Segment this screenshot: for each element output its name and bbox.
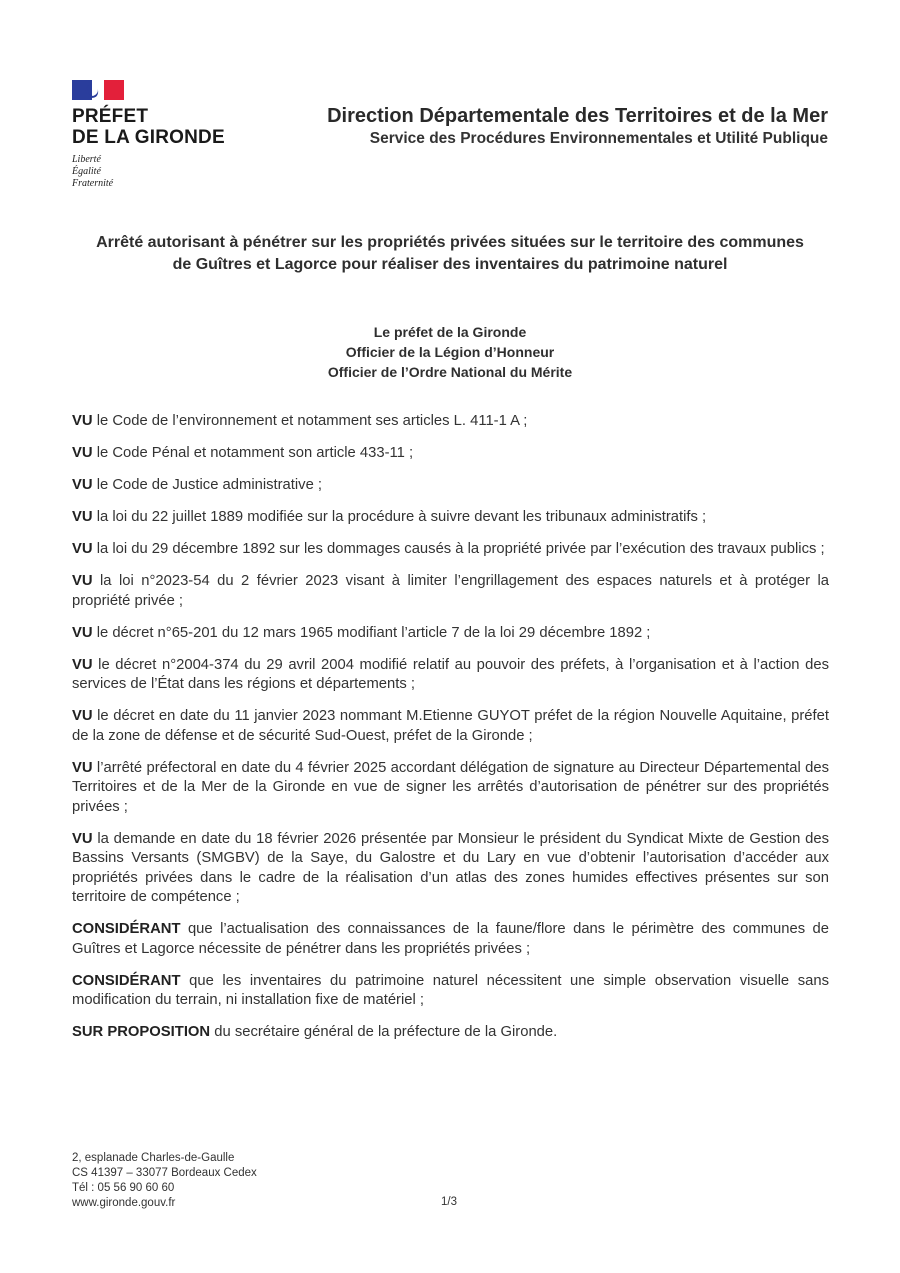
- republic-motto: Liberté Égalité Fraternité: [72, 154, 114, 189]
- recital-paragraph: VU le décret n°65-201 du 12 mars 1965 modifiant l’article 7 de la loi 29 décembre 1892 ;: [72, 624, 651, 641]
- page-number: 1/3: [441, 1196, 457, 1208]
- considering-paragraph: CONSIDÉRANT que les inventaires du patrimoine naturel nécessitent une simple observation visuelle sans modification du terrain, ni installation fixe de matériel ;: [72, 972, 829, 1008]
- recital-paragraph: VU la demande en date du 18 février 2026 présentée par Monsieur le président du Syndicat Mixte de Gestion des Bassins Versants (SMGBV) de la Saye, du Galostre et du Lary en vue d’obtenir l’autorisation d’accéder aux propriétés privées dans le cadre de la réalisation d’un atlas des zones humides effectives présentes sur son territoire de compétence ;: [72, 830, 829, 905]
- decree-body: [72, 412, 829, 1055]
- recital-paragraph: VU le décret en date du 11 janvier 2023 nommant M.Etienne GUYOT préfet de la région Nouvelle Aquitaine, préfet de la zone de défense et de sécurité Sud-Ouest, préfet de la Gironde ;: [72, 708, 829, 744]
- recital-paragraph: VU la loi n°2023-54 du 2 février 2023 visant à limiter l’engrillagement des espaces naturels et à protéger la propriété privée ;: [72, 573, 829, 609]
- recital-paragraph: VU l’arrêté préfectoral en date du 4 février 2025 accordant délégation de signature au Directeur Départemental des Territoires et de la Mer de la Gironde en vue de signer les arrêtés d’autorisation de pénétrer sur des propriétés privées ;: [72, 759, 829, 815]
- recital-paragraph: VU la loi du 29 décembre 1892 sur les dommages causés à la propriété privée par l’exécution des travaux publics ;: [72, 541, 825, 557]
- marianne-flag-icon: [72, 80, 124, 100]
- prefecture-logo: [72, 80, 262, 190]
- department-name: Direction Départementale des Territoires et de la Mer: [327, 105, 828, 127]
- department-header: [327, 103, 828, 149]
- recital-paragraph: VU le Code Pénal et notamment son article 433-11 ;: [72, 445, 414, 461]
- recital-paragraph: VU la loi du 22 juillet 1889 modifiée sur la procédure à suivre devant les tribunaux administratifs ;: [72, 509, 707, 525]
- footer-address: 2, esplanade Charles-de-Gaulle CS 41397 – 33077 Bordeaux Cedex Tél : 05 56 90 60 60 www.gironde.gouv.fr: [72, 1152, 257, 1209]
- website-link[interactable]: www.gironde.gouv.fr: [72, 1197, 176, 1209]
- prefect-name: PRÉFET DE LA GIRONDE: [72, 106, 225, 148]
- service-name: Service des Procédures Environnementales et Utilité Publique: [369, 130, 828, 147]
- recital-paragraph: VU le décret n°2004-374 du 29 avril 2004 modifié relatif au pouvoir des préfets, à l’organisation et à l’action des services de l’État dans les régions et départements ;: [72, 656, 829, 692]
- authority-block: Le préfet de la Gironde Officier de la Légion d’Honneur Officier de l’Ordre National du Mérite: [327, 324, 573, 380]
- proposal-paragraph: SUR PROPOSITION du secrétaire général de la préfecture de la Gironde.: [72, 1024, 558, 1040]
- recital-paragraph: VU le Code de Justice administrative ;: [72, 477, 323, 493]
- decree-title: Arrêté autorisant à pénétrer sur les propriétés privées situées sur le territoire des communes de Guîtres et Lagorce pour réaliser des inventaires du patrimoine naturel: [96, 234, 804, 273]
- recital-paragraph: VU le Code de l’environnement et notamment ses articles L. 411-1 A ;: [72, 413, 528, 429]
- considering-paragraph: CONSIDÉRANT que l’actualisation des connaissances de la faune/flore dans le périmètre des communes de Guîtres et Lagorce nécessite de pénétrer dans les propriétés privées ;: [72, 921, 829, 957]
